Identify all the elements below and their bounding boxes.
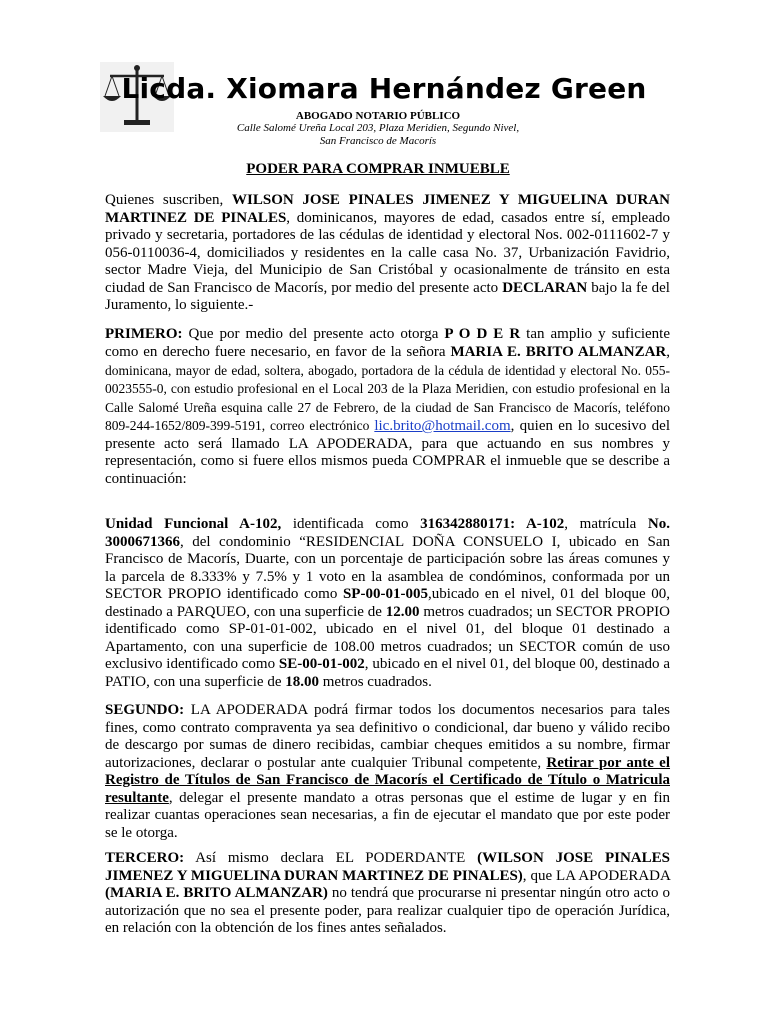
document-body: [105, 192, 670, 938]
text: bajo la fe del Juramento, lo siguiente.-: [105, 279, 670, 313]
address-line-2: San Francisco de Macorís: [319, 135, 437, 147]
text: , dominicanos, mayores de edad, casados entre sí, empleado privado y secretaria, portadores de las cédulas de identidad y electoral Nos. 002-0111602-7 y 056-0110036-4, domiciliados y residentes en la calle casa No. 37, Urbanización Favidrio, sector Madre Vieja, del Municipio de San Cristóbal y ocasionalmente de tránsito en esta ciudad de San Francisco de Macorís, por medio del presente acto: [105, 209, 670, 296]
grantors-names: (WILSON JOSE PINALES JIMENEZ Y MIGUELINA DURAN MARTINEZ DE PINALES): [105, 850, 670, 884]
registration-number: No. 3000671366: [105, 516, 671, 550]
email-link[interactable]: lic.brito@hotmail.com: [374, 418, 511, 434]
text: , quien en lo sucesivo del presente acto será llamado LA APODERADA, para que actuando en sus nombres y representación, como si fuere ellos mismos pueda COMPRAR el inmueble que se describe a continuación:: [105, 418, 670, 487]
sector-code: SE-00-01-002: [278, 656, 365, 672]
text: , matrícula: [564, 516, 648, 532]
text: ,: [666, 344, 670, 360]
grantors-names: WILSON JOSE PINALES JIMENEZ Y MIGUELINA DURAN MARTINEZ DE PINALES: [105, 192, 670, 226]
address-line-1: Calle Salomé Ureña Local 203, Plaza Meridien, Segundo Nivel,: [236, 122, 520, 134]
document-title: PODER PARA COMPRAR INMUEBLE: [246, 161, 510, 177]
text: no tendrá que procurarse ni presentar ningún otro acto o autorización que no sea el presente poder, para realizar cualquier tipo de operación Jurídica, en relación con la obtención de los fines antes señalados.: [105, 885, 670, 936]
text: , del condominio “RESIDENCIAL DOÑA CONSUELO I, ubicado en San Francisco de Macorís, Duarte, con un porcentaje de participación sobre las áreas comunes y la parcela de 8.333% y 7.5% y 1 voto en la asamblea de condóminos, conformada por un SECTOR PROPIO identificado como: [105, 533, 670, 602]
text: ,ubicado en el nivel, 01 del bloque 00, destinado a PARQUEO, con una superficie de: [105, 586, 670, 620]
text: metros cuadrados.: [318, 673, 432, 690]
text: , ubicado en el nivel 01, del bloque 00, destinado a PATIO, con una superficie de: [105, 656, 670, 690]
text: , delegar el presente mandato a otras personas que el estime de lugar y en fin realizar cuantas operaciones sean necesarias, a fin de ejecutar el mandato que por este poder se le otorga.: [105, 789, 670, 841]
text: Quienes suscriben,: [105, 192, 233, 208]
attorney-name: (MARIA E. BRITO ALMANZAR): [105, 885, 328, 901]
text: dominicana, mayor de edad, soltera, abogado, portadora de la cédula de identidad y electoral No. 055-0023555-0, con estudio profesional en el Local 203 de la Plaza Meridien, con estudio profesional en la Calle Salomé Ureña esquina calle 27 de Febrero, de la ciudad de San Francisco de Macorís, teléfono 809-244-1652/809-399-5191, correo electrónico: [105, 362, 670, 433]
poder-keyword: P O D E R: [444, 325, 521, 342]
text: , que LA APODERADA: [522, 867, 670, 884]
text: metros cuadrados; un SECTOR PROPIO identificado como SP-01-01-002, ubicado en el nivel 01, del bloque 01 destinado a Apartamento, con una superficie de 108.00 metros cuadrados; un SECTOR común de uso exclusivo identificado como: [105, 603, 671, 672]
segundo-paragraph: [105, 702, 670, 842]
declaran-keyword: DECLARAN: [502, 279, 588, 296]
text: Que por medio del presente acto otorga: [182, 325, 445, 342]
clause-label: PRIMERO:: [105, 325, 183, 342]
unit-code: 316342880171: A-102: [420, 516, 565, 532]
text: Así mismo declara EL PODERDANTE: [184, 850, 478, 866]
unit-id: Unidad Funcional A-102,: [105, 516, 282, 532]
area-value: 12.00: [385, 603, 420, 620]
text: identificada como: [281, 516, 421, 532]
underlined-instruction: Retirar por ante el Registro de Títulos de San Francisco de Macorís el Certificado de Título o Matricula resultante: [105, 754, 671, 806]
lawyer-name: Licda. Xiomara Hernández Green: [121, 72, 647, 105]
area-value: 18.00: [285, 673, 319, 690]
attorney-name: MARIA E. BRITO ALMANZAR: [450, 344, 667, 360]
property-description-paragraph: [105, 516, 670, 691]
tercero-paragraph: [105, 850, 670, 938]
text: tan amplio y suficiente como en derecho fuere necesario, en favor de la señora: [105, 325, 671, 360]
text: LA APODERADA podrá firmar todos los documentos necesarios para tales fines, como contrato compraventa ya sea definitivo o condicional, dar bueno y válido recibo de descargo por sumas de dinero recibidas, cambiar cheques emitidos a su nombre, firmar autorizaciones, declarar o postular ante cualquier Tribunal competente,: [105, 702, 670, 771]
intro-paragraph: [105, 192, 670, 315]
primero-paragraph: [105, 326, 670, 489]
sector-code: SP-00-01-005: [342, 586, 428, 602]
professional-title: ABOGADO NOTARIO PÚBLICO: [295, 110, 461, 122]
clause-label: TERCERO:: [105, 850, 185, 866]
clause-label: SEGUNDO:: [105, 702, 185, 718]
